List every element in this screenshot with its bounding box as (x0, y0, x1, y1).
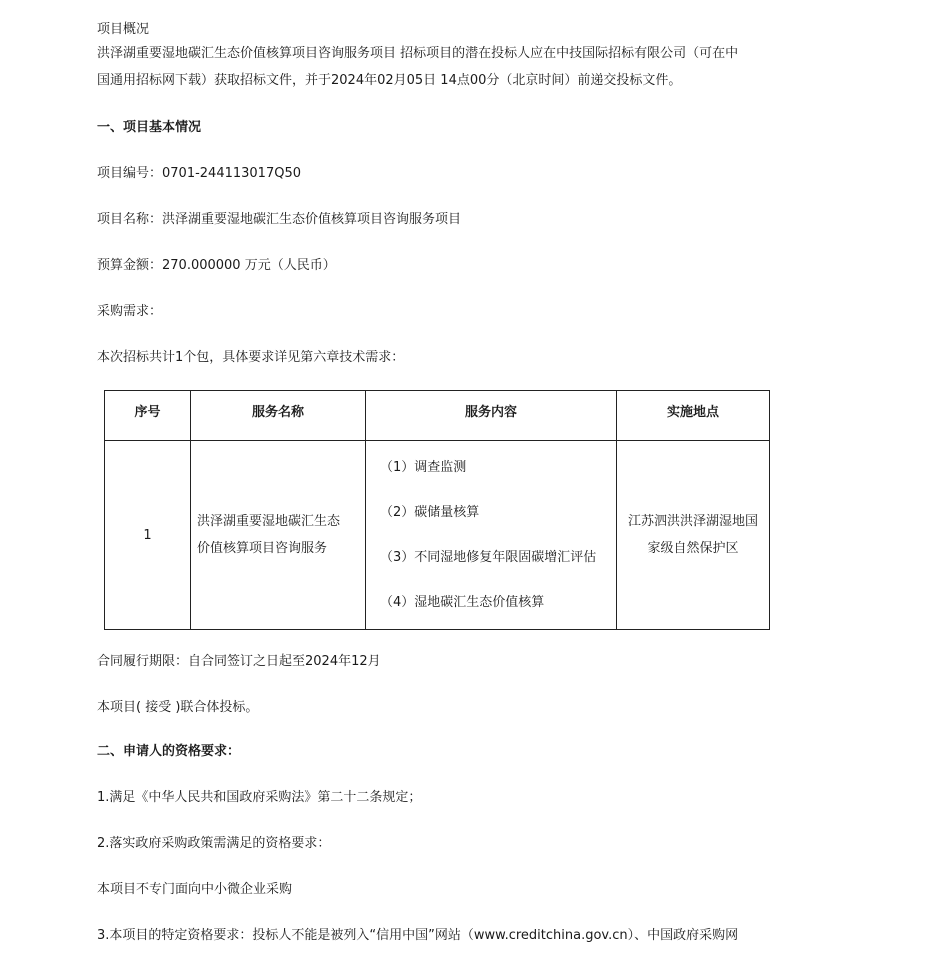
cell-location (617, 441, 770, 630)
document-body (97, 20, 787, 368)
content-item-4: （4）湿地碳汇生态价值核算 (380, 594, 545, 610)
cell-serial-no: 1 (105, 441, 191, 630)
requirement-2-detail: 本项目不专门面向中小微企业采购 (97, 882, 293, 897)
requirement-1: 1.满足《中华人民共和国政府采购法》第二十二条规定； (97, 790, 422, 805)
requirement-3: 3.本项目的特定资格要求：投标人不能是被列入“信用中国”网站（www.creditchina.gov.cn）、中国政府采购网 (97, 928, 739, 943)
content-item-1: （1）调查监测 (380, 459, 467, 475)
document-body-continued (97, 652, 817, 946)
section-2-heading: 二、申请人的资格要求： (97, 744, 241, 759)
content-item-2: （2）碳储量核算 (380, 504, 480, 520)
service-name-line-1: 洪泽湖重要湿地碳汇生态 (197, 514, 341, 529)
table-header-row (105, 391, 770, 441)
header-location: 实施地点 (617, 391, 770, 441)
package-info: 本次招标共计1个包，具体要求详见第六章技术需求： (97, 350, 405, 365)
cell-service-content (366, 441, 617, 630)
procurement-need-label: 采购需求： (97, 304, 163, 319)
location-line-2: 家级自然保护区 (647, 541, 739, 556)
service-table (104, 390, 770, 630)
cell-service-name (191, 441, 366, 630)
table-row (105, 441, 770, 630)
service-name-line-2: 价值核算项目咨询服务 (197, 541, 328, 556)
budget-amount: 预算金额：270.000000 万元（人民币） (97, 258, 336, 273)
section-1-heading: 一、项目基本情况 (97, 120, 202, 135)
project-name: 项目名称：洪泽湖重要湿地碳汇生态价值核算项目咨询服务项目 (97, 212, 462, 227)
overview-heading: 项目概况 (97, 22, 150, 37)
header-service-name: 服务名称 (191, 391, 366, 441)
requirement-2: 2.落实政府采购政策需满足的资格要求： (97, 836, 331, 851)
consortium-info: 本项目( 接受 )联合体投标。 (97, 700, 259, 715)
header-serial-no: 序号 (105, 391, 191, 441)
intro-line-1: 洪泽湖重要湿地碳汇生态价值核算项目咨询服务项目 招标项目的潜在投标人应在中技国际招标有限公司（可在中 (97, 46, 739, 61)
intro-line-2: 国通用招标网下载）获取招标文件，并于2024年02月05日 14点00分（北京时间）前递交投标文件。 (97, 73, 682, 88)
location-line-1: 江苏泗洪洪泽湖湿地国 (627, 514, 758, 529)
project-number: 项目编号：0701-244113017Q50 (97, 166, 301, 181)
contract-period: 合同履行期限：自合同签订之日起至2024年12月 (97, 654, 381, 669)
header-service-content: 服务内容 (366, 391, 617, 441)
content-item-3: （3）不同湿地修复年限固碳增汇评估 (380, 549, 597, 565)
